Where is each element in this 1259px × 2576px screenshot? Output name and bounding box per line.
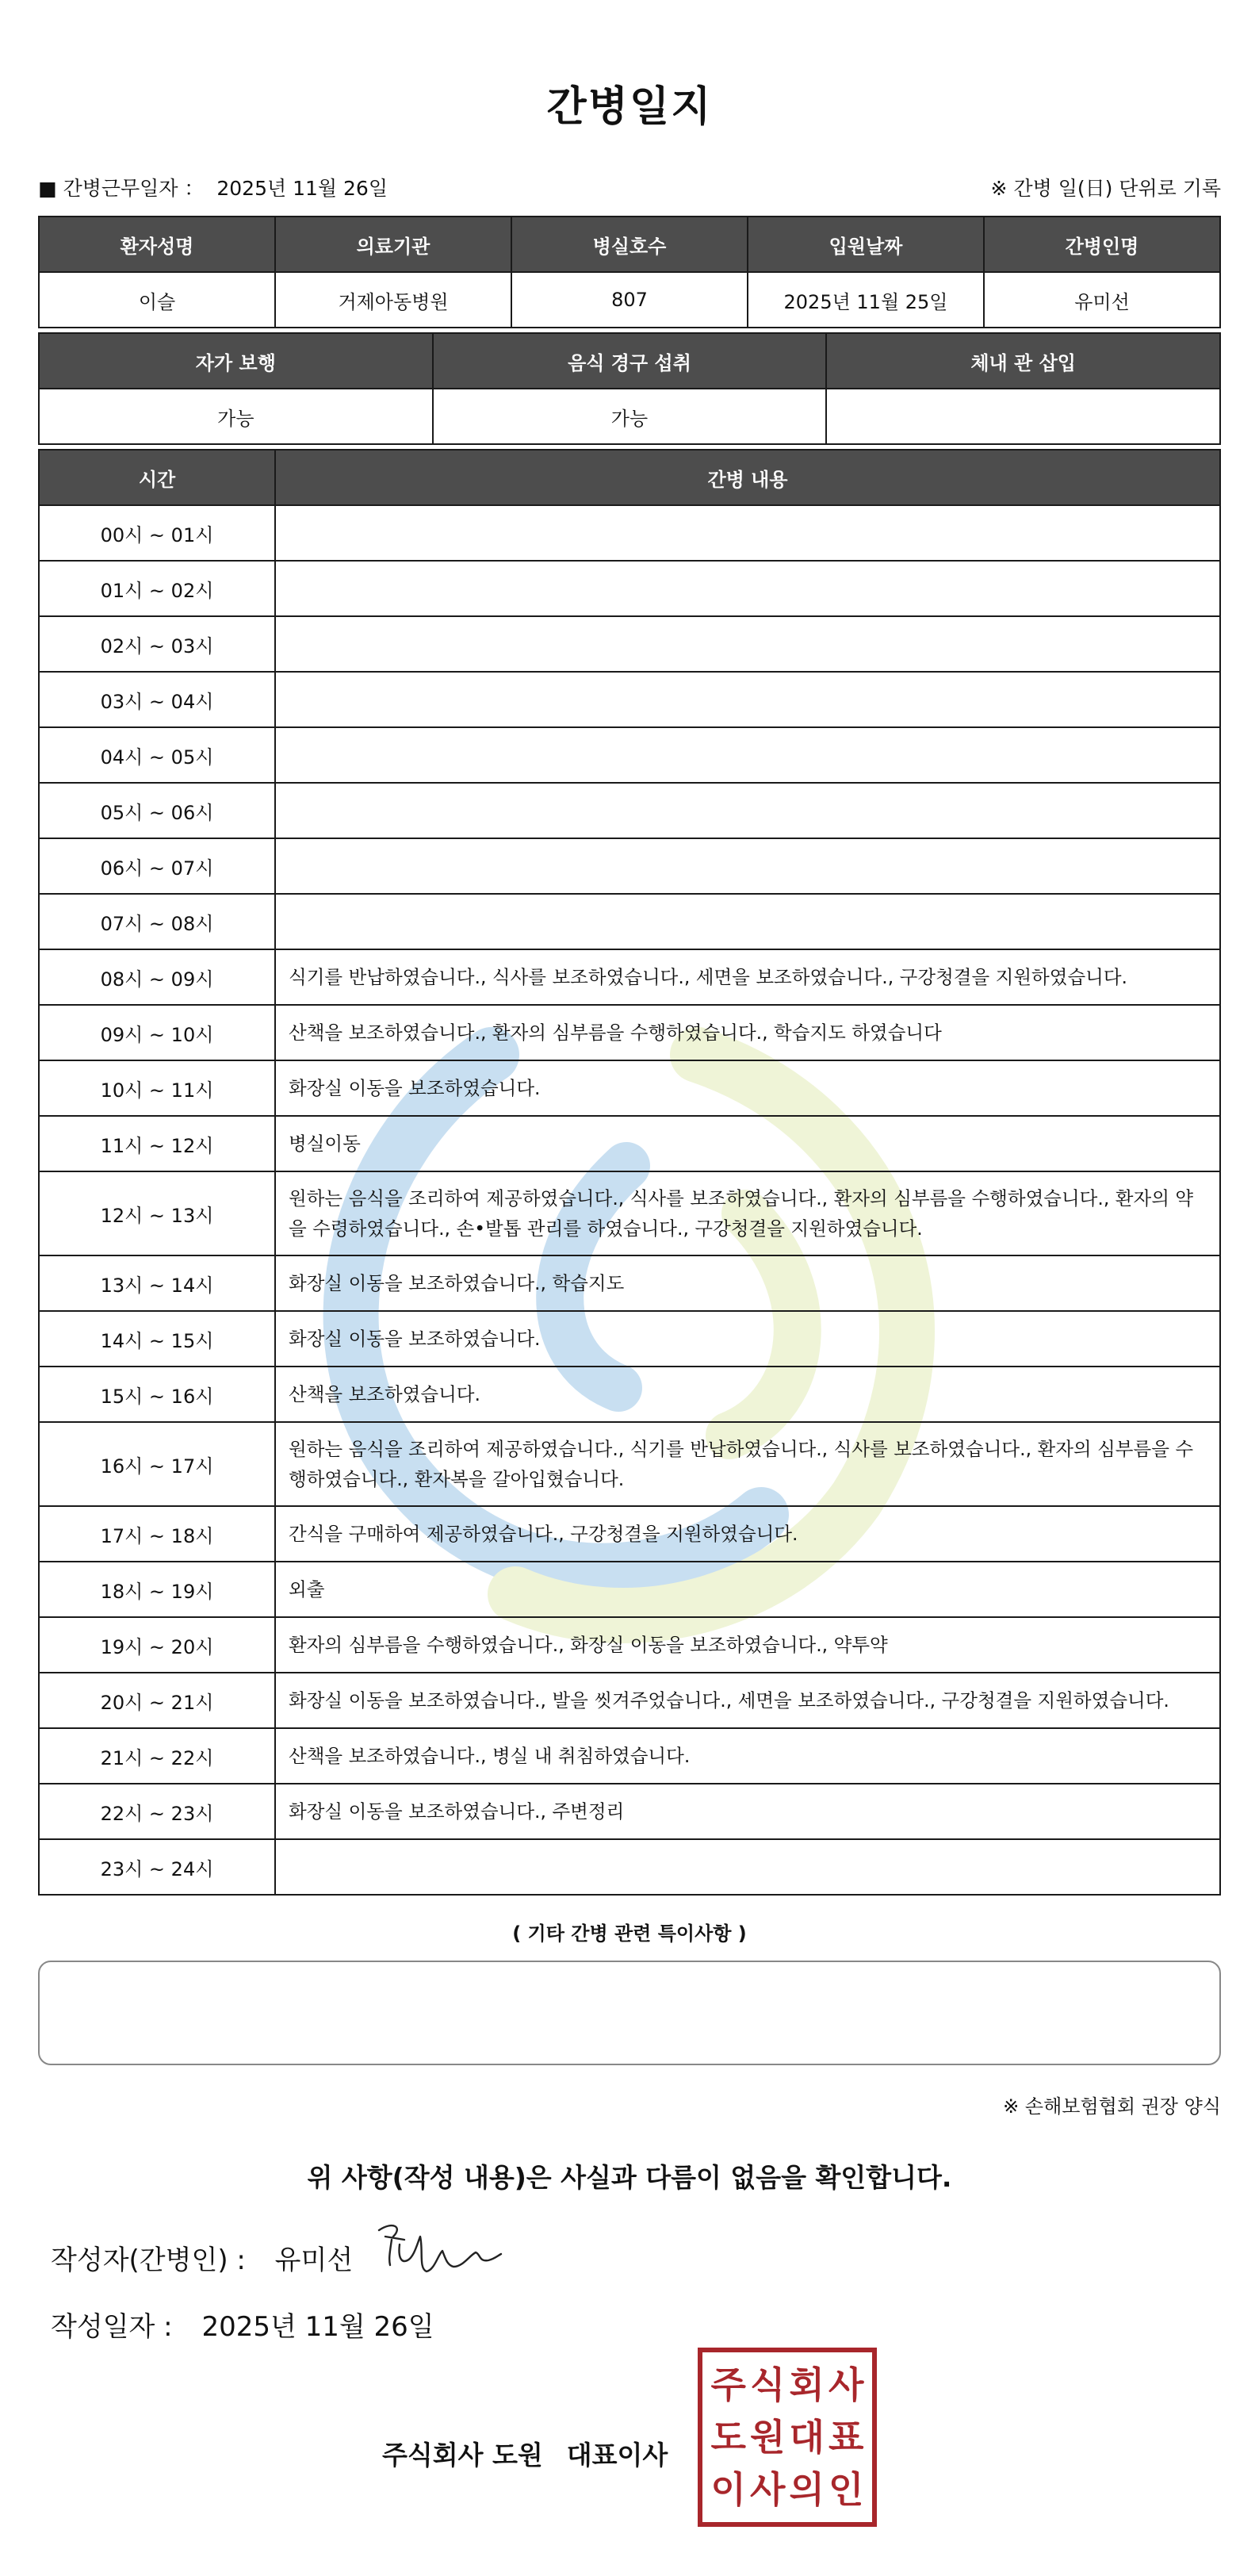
time-cell: 00시 ~ 01시 xyxy=(39,505,275,561)
time-cell: 17시 ~ 18시 xyxy=(39,1506,275,1562)
time-cell: 11시 ~ 12시 xyxy=(39,1116,275,1171)
table-header-row xyxy=(39,333,1220,389)
header-patient-name: 환자성명 xyxy=(39,217,275,272)
admission-date-value: 2025년 11월 25일 xyxy=(748,272,984,328)
seal-character: 인 xyxy=(828,2468,864,2511)
content-cell: 화장실 이동을 보조하였습니다., 주변정리 xyxy=(275,1784,1220,1839)
content-cell: 화장실 이동을 보조하였습니다., 학습지도 xyxy=(275,1255,1220,1311)
document-meta-line xyxy=(38,173,1221,205)
content-cell xyxy=(275,838,1220,894)
time-cell: 16시 ~ 17시 xyxy=(39,1422,275,1506)
seal-character: 주 xyxy=(710,2363,746,2406)
company-name: 주식회사 도원 xyxy=(382,2440,543,2471)
table-header-row xyxy=(39,450,1220,505)
room-number-value: 807 xyxy=(511,272,748,328)
header-admission-date: 입원날짜 xyxy=(748,217,984,272)
oral-intake-value: 가능 xyxy=(433,389,827,444)
table-row xyxy=(39,1728,1220,1784)
writer-name: 유미선 xyxy=(274,2244,354,2276)
content-cell: 환자의 심부름을 수행하였습니다., 화장실 이동을 보조하였습니다., 약투약 xyxy=(275,1617,1220,1673)
table-row xyxy=(39,505,1220,561)
writer-label: 작성자(간병인) : xyxy=(51,2244,246,2276)
header-caregiver-name: 간병인명 xyxy=(984,217,1220,272)
tube-insertion-value xyxy=(826,389,1220,444)
content-cell: 외출 xyxy=(275,1562,1220,1617)
content-cell xyxy=(275,505,1220,561)
content-cell xyxy=(275,561,1220,616)
seal-character: 표 xyxy=(828,2416,864,2459)
time-cell: 23시 ~ 24시 xyxy=(39,1839,275,1895)
time-cell: 04시 ~ 05시 xyxy=(39,727,275,783)
table-row xyxy=(39,1562,1220,1617)
table-row xyxy=(39,1060,1220,1116)
time-cell: 21시 ~ 22시 xyxy=(39,1728,275,1784)
work-date-value: 2025년 11월 26일 xyxy=(216,177,388,200)
content-cell xyxy=(275,672,1220,727)
written-date-line xyxy=(51,2305,434,2344)
time-cell: 18시 ~ 19시 xyxy=(39,1562,275,1617)
hospital-value: 거제아동병원 xyxy=(275,272,511,328)
table-row xyxy=(39,1255,1220,1311)
seal-characters xyxy=(709,2359,866,2516)
written-date-label: 작성일자 : xyxy=(51,2311,173,2343)
caregiver-name-value: 유미선 xyxy=(984,272,1220,328)
seal-character: 회 xyxy=(789,2363,825,2406)
table-row xyxy=(39,1673,1220,1728)
time-cell: 15시 ~ 16시 xyxy=(39,1367,275,1422)
header-room-number: 병실호수 xyxy=(511,217,748,272)
time-cell: 01시 ~ 02시 xyxy=(39,561,275,616)
table-row xyxy=(39,561,1220,616)
content-cell: 병실이동 xyxy=(275,1116,1220,1171)
table-row xyxy=(39,1506,1220,1562)
content-cell xyxy=(275,894,1220,949)
special-notes-box xyxy=(38,1961,1221,2065)
patient-name-value: 이슬 xyxy=(39,272,275,328)
time-cell: 14시 ~ 15시 xyxy=(39,1311,275,1367)
content-cell: 식기를 반납하였습니다., 식사를 보조하였습니다., 세면을 보조하였습니다., 구강청결을 지원하였습니다. xyxy=(275,949,1220,1005)
patient-info-table xyxy=(38,216,1221,328)
table-row xyxy=(39,1839,1220,1895)
time-cell: 12시 ~ 13시 xyxy=(39,1171,275,1255)
written-date-value: 2025년 11월 26일 xyxy=(201,2311,434,2343)
time-cell: 13시 ~ 14시 xyxy=(39,1255,275,1311)
time-cell: 03시 ~ 04시 xyxy=(39,672,275,727)
content-cell: 산책을 보조하였습니다., 병실 내 취침하였습니다. xyxy=(275,1728,1220,1784)
table-header-row xyxy=(39,217,1220,272)
seal-character: 식 xyxy=(750,2363,786,2406)
work-date-label: ■ 간병근무일자 ： xyxy=(38,177,205,200)
content-cell: 화장실 이동을 보조하였습니다. xyxy=(275,1060,1220,1116)
table-row xyxy=(39,894,1220,949)
unit-note: ※ 간병 일(日) 단위로 기록 xyxy=(990,177,1221,200)
company-title: 대표이사 xyxy=(566,2440,668,2471)
time-cell: 06시 ~ 07시 xyxy=(39,838,275,894)
time-cell: 20시 ~ 21시 xyxy=(39,1673,275,1728)
time-cell: 19시 ~ 20시 xyxy=(39,1617,275,1673)
content-cell: 산책을 보조하였습니다., 환자의 심부름을 수행하였습니다., 학습지도 하였습니다 xyxy=(275,1005,1220,1060)
time-cell: 02시 ~ 03시 xyxy=(39,616,275,672)
seal-character: 도 xyxy=(710,2416,746,2459)
content-cell xyxy=(275,783,1220,838)
content-cell: 간식을 구매하여 제공하였습니다., 구강청결을 지원하였습니다. xyxy=(275,1506,1220,1562)
confirmation-statement: 위 사항(작성 내용)은 사실과 다름이 없음을 확인합니다. xyxy=(307,2162,952,2193)
content-cell: 화장실 이동을 보조하였습니다., 발을 씻겨주었습니다., 세면을 보조하였습니다., 구강청결을 지원하였습니다. xyxy=(275,1673,1220,1728)
time-cell: 22시 ~ 23시 xyxy=(39,1784,275,1839)
time-cell: 05시 ~ 06시 xyxy=(39,783,275,838)
patient-condition-table xyxy=(38,332,1221,445)
table-row xyxy=(39,838,1220,894)
table-row xyxy=(39,1367,1220,1422)
table-row xyxy=(39,1171,1220,1255)
table-row xyxy=(39,1116,1220,1171)
time-cell: 09시 ~ 10시 xyxy=(39,1005,275,1060)
table-row xyxy=(39,1784,1220,1839)
header-time: 시간 xyxy=(39,450,275,505)
content-cell xyxy=(275,616,1220,672)
content-cell: 원하는 음식을 조리하여 제공하였습니다., 식기를 반납하였습니다., 식사를 보조하였습니다., 환자의 심부름을 수행하였습니다., 환자복을 갈아입혔습니다. xyxy=(275,1422,1220,1506)
content-cell: 원하는 음식을 조리하여 제공하였습니다., 식사를 보조하였습니다., 환자의 심부름을 수행하였습니다., 환자의 약을 수령하였습니다., 손•발톱 관리를 하였습니다., 구강청결을 지원하였습니다. xyxy=(275,1171,1220,1255)
table-row xyxy=(39,727,1220,783)
table-row xyxy=(39,616,1220,672)
table-row xyxy=(39,783,1220,838)
company-signature-line xyxy=(382,2435,668,2472)
time-cell: 10시 ~ 11시 xyxy=(39,1060,275,1116)
content-cell: 화장실 이동을 보조하였습니다. xyxy=(275,1311,1220,1367)
header-hospital: 의료기관 xyxy=(275,217,511,272)
seal-character: 이 xyxy=(710,2468,746,2511)
hourly-care-log-table xyxy=(38,449,1221,1896)
header-care-content: 간병 내용 xyxy=(275,450,1220,505)
time-cell: 08시 ~ 09시 xyxy=(39,949,275,1005)
header-self-walking: 자가 보행 xyxy=(39,333,433,389)
header-tube-insertion: 체내 관 삽입 xyxy=(826,333,1220,389)
content-cell xyxy=(275,1839,1220,1895)
self-walking-value: 가능 xyxy=(39,389,433,444)
seal-character: 사 xyxy=(750,2468,786,2511)
time-cell: 07시 ~ 08시 xyxy=(39,894,275,949)
form-standard-note: ※ 손해보험협회 권장 양식 xyxy=(1003,2095,1221,2118)
table-row xyxy=(39,949,1220,1005)
writer-line xyxy=(51,2238,353,2277)
handwritten-signature xyxy=(369,2213,504,2292)
table-row xyxy=(39,272,1220,328)
header-oral-intake: 음식 경구 섭취 xyxy=(433,333,827,389)
seal-character: 대 xyxy=(789,2416,825,2459)
content-cell xyxy=(275,727,1220,783)
seal-character: 의 xyxy=(789,2468,825,2511)
company-seal-stamp xyxy=(698,2348,877,2527)
special-notes-title: ( 기타 간병 관련 특이사항 ) xyxy=(512,1922,747,1945)
table-row xyxy=(39,672,1220,727)
table-row xyxy=(39,1617,1220,1673)
table-row xyxy=(39,1422,1220,1506)
table-row xyxy=(39,1005,1220,1060)
content-cell: 산책을 보조하였습니다. xyxy=(275,1367,1220,1422)
document-title: 간병일지 xyxy=(546,83,713,131)
seal-character: 원 xyxy=(750,2416,786,2459)
table-row xyxy=(39,389,1220,444)
work-date xyxy=(38,173,388,201)
seal-character: 사 xyxy=(828,2363,864,2406)
table-row xyxy=(39,1311,1220,1367)
